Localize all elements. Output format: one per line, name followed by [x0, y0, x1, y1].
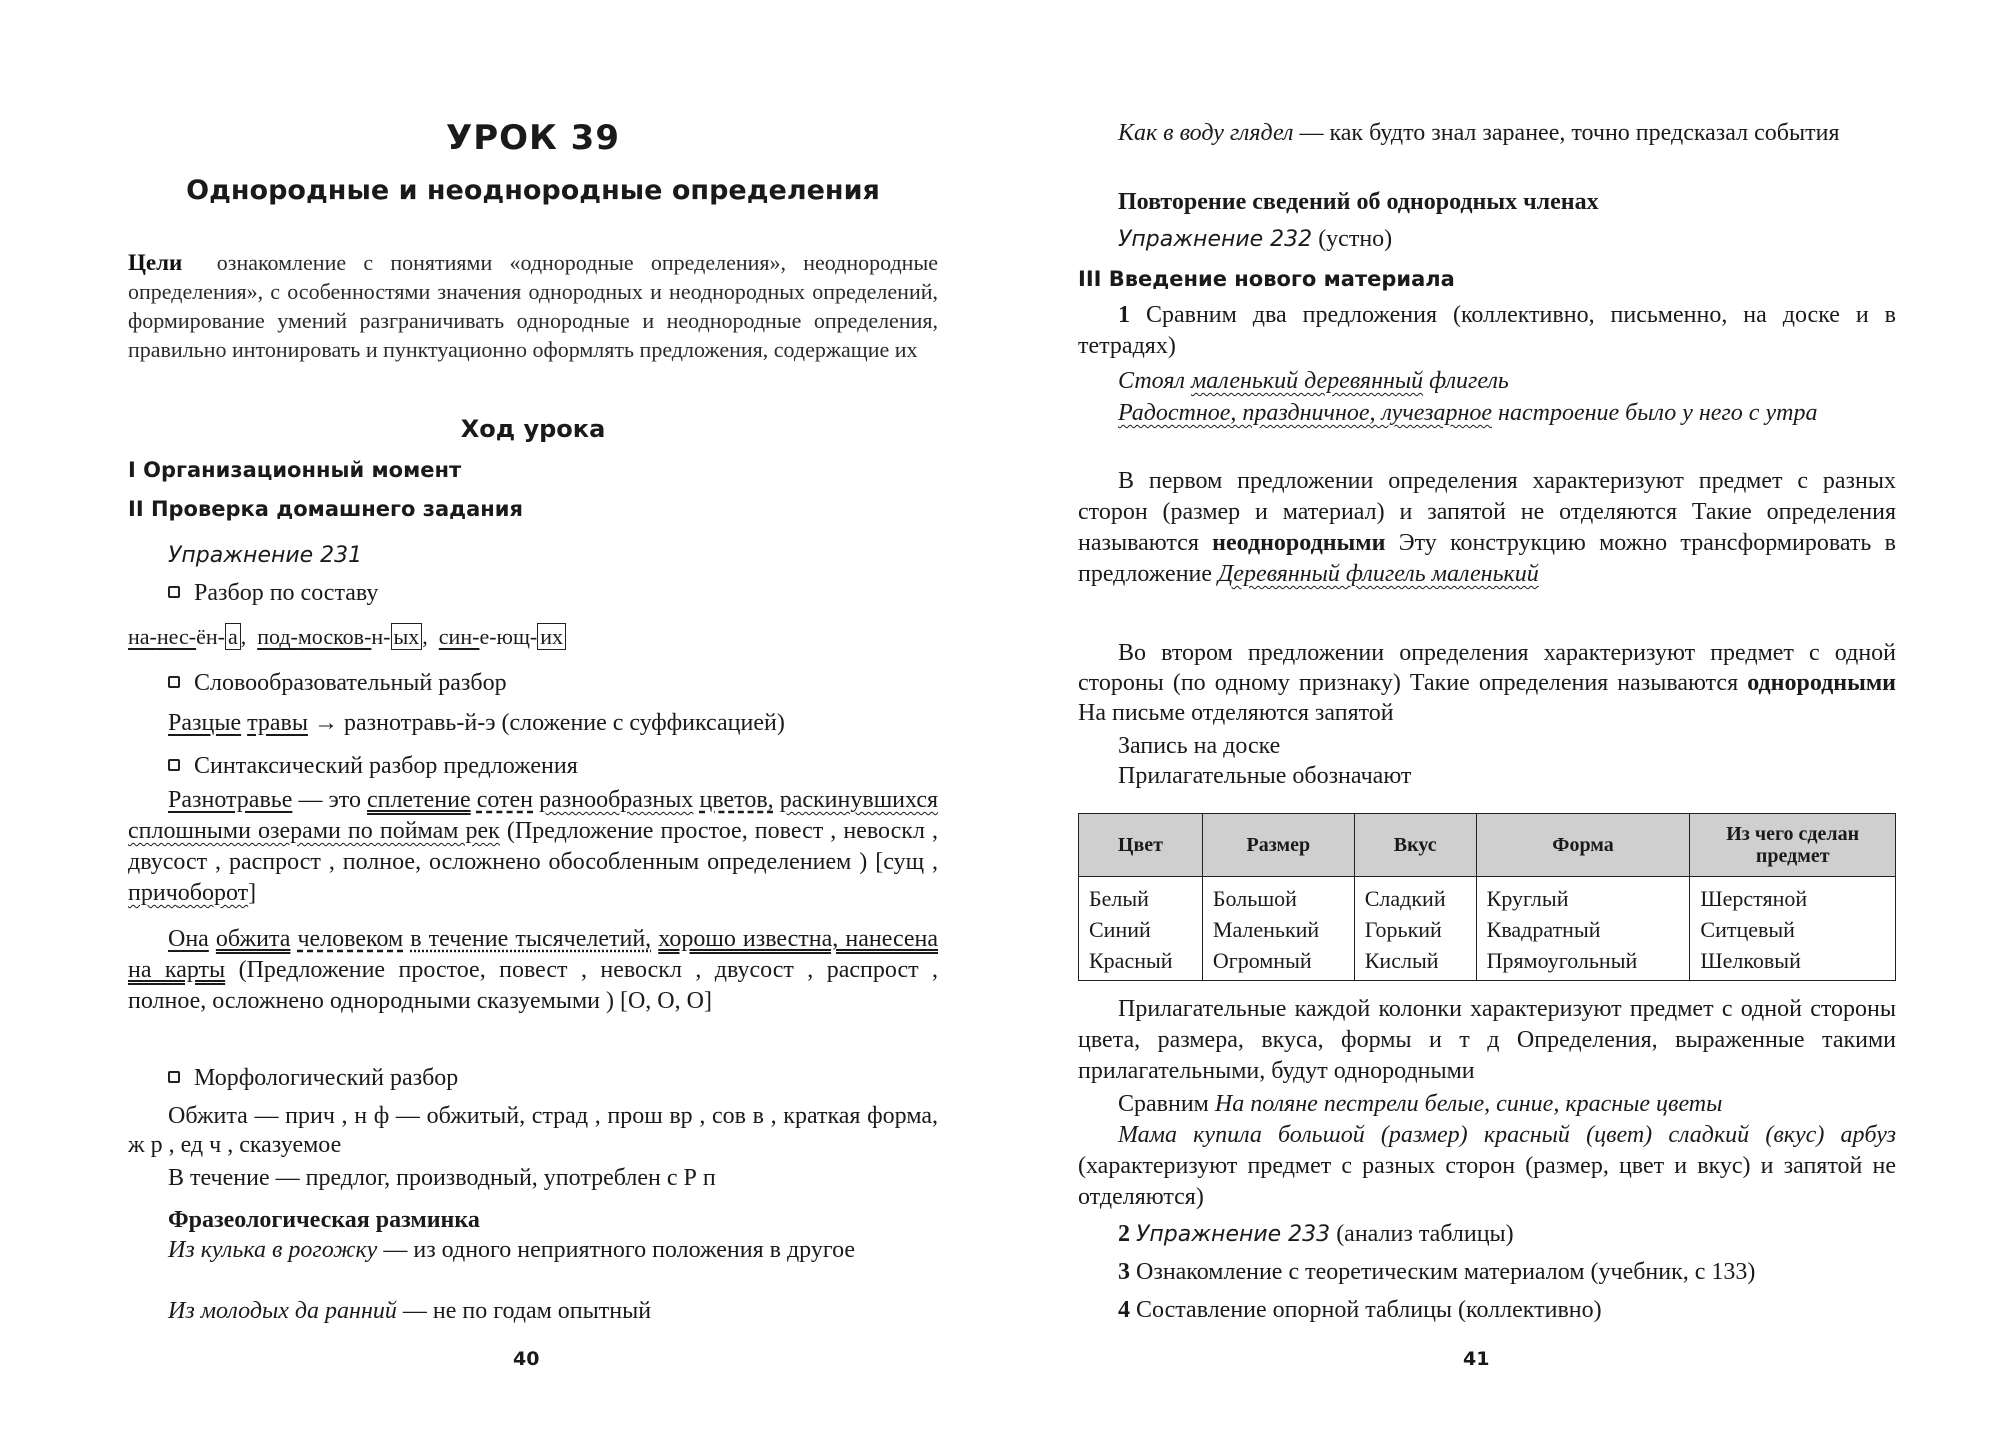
table-row	[1079, 877, 1896, 981]
dash-word: — это	[298, 787, 361, 813]
wf-word-b: травы	[247, 710, 308, 736]
phraseologism-2	[128, 1296, 938, 1327]
section-homework-check: II Проверка домашнего задания	[128, 497, 523, 521]
phraseology-heading: Фразеологическая разминка	[168, 1207, 480, 1233]
participle-mark: прич	[128, 880, 178, 906]
adjectives-table	[1078, 813, 1896, 981]
exercise-232	[1118, 224, 1392, 255]
compare-example-2	[1078, 1120, 1896, 1213]
table-header: Форма	[1476, 814, 1690, 877]
bullet-composition	[168, 578, 378, 608]
morph-prefix: на-	[128, 624, 157, 649]
item-number: 2	[1118, 1221, 1130, 1247]
morph-root: нес-	[156, 624, 197, 649]
phrase-meaning: — как будто знал заранее, точно предсказал события	[1299, 120, 1840, 146]
bullet-word-formation	[168, 668, 507, 698]
exercise-label: Упражнение 233	[1136, 1222, 1331, 1247]
participial-phrase: раскинувшихся сплошными озерами по поймам рек	[128, 787, 939, 844]
phrase-meaning: — из одного неприятного положения в другое	[383, 1237, 856, 1263]
table-cell: Шерстяной Ситцевый Шелковый	[1690, 877, 1896, 981]
exercise-label: Упражнение 232	[1118, 227, 1313, 252]
phrase-meaning: — не по годам опытный	[402, 1298, 652, 1324]
predicate: сплетение	[367, 787, 471, 813]
transformed-sentence: Деревянный флигель маленький	[1218, 561, 1539, 587]
morph-suffix: н-	[371, 624, 391, 649]
syntax-note: (Предложение простое, повест , невоскл , двусост , распрост , полное, осложнено обособленным определением ) [сущ ,	[128, 818, 939, 875]
subject: Она	[168, 926, 209, 952]
phrase: Как в воду глядел	[1118, 120, 1294, 146]
goals-text: ознакомление с понятиями «однородные определения», неоднородные определения», с особенностями значения однородных и неоднородных определений, формирование умений разграничивать однородные и неоднородные определения, правильно интонировать и пунктуационно оформлять предложения, содержащие их	[128, 250, 939, 362]
example: Мама купила большой (размер) красный (цвет) сладкий (вкус) арбуз	[1118, 1122, 1896, 1148]
morph-analysis-2: В течение — предлог, производный, употреблен с Р п	[168, 1165, 716, 1191]
bracket: ]	[248, 880, 257, 906]
item-text: (анализ таблицы)	[1336, 1221, 1514, 1247]
item-number: 3	[1118, 1259, 1130, 1285]
table-cell: Круглый Квадратный Прямоугольный	[1476, 877, 1690, 981]
left-page	[128, 0, 938, 1430]
word: Стоял	[1118, 368, 1185, 394]
term: однородными	[1747, 670, 1897, 696]
table-header: Вкус	[1354, 814, 1476, 877]
adjectives-denote: Прилагательные обозначают	[1118, 763, 1412, 789]
lesson-title: УРОК 39	[446, 118, 620, 158]
table-cell: Сладкий Горький Кислый	[1354, 877, 1476, 981]
goals-label: Цели	[128, 250, 183, 275]
phraseologism-1	[128, 1236, 938, 1264]
text: Эту конструкцию можно трансформировать в предложение	[1078, 530, 1896, 587]
example-sentence-2	[1078, 398, 1896, 429]
paragraph-columns: Прилагательные каждой колонки характеризуют предмет с одной стороны цвета, размера, вкуса, формы и т д Определения, выраженные такими прилагательными, будут однородными	[1078, 996, 1896, 1084]
bullet-syntax	[168, 751, 578, 781]
item-4	[1118, 1295, 1602, 1325]
morpheme-analysis	[128, 622, 566, 652]
item-1	[1078, 300, 1896, 362]
checkbox-icon	[168, 1071, 180, 1083]
wf-word-a: Разцые	[168, 710, 242, 736]
word: флигель	[1429, 368, 1509, 394]
exercise-note: (устно)	[1318, 226, 1393, 252]
compare-line	[1118, 1089, 1722, 1119]
paragraph-heterogeneous	[1078, 466, 1896, 590]
paragraph-homogeneous	[1078, 638, 1896, 728]
course-heading: Ход урока	[460, 415, 606, 443]
wf-note: (сложение с суффиксацией)	[501, 710, 785, 736]
item-text: Сравним два предложения (коллективно, письменно, на доске и в тетрадях)	[1078, 302, 1897, 359]
item-number: 1	[1118, 302, 1130, 328]
attributes: Радостное, праздничное, лучезарное	[1118, 400, 1493, 426]
morph-analysis-1: Обжита — прич , н ф — обжитый, страд , прош вр , сов в , краткая форма, ж р , ед ч , сказуемое	[128, 1103, 938, 1158]
morph-prefix: под-	[257, 624, 298, 649]
item-3	[1118, 1257, 1755, 1287]
exercise-231: Упражнение 231	[168, 543, 363, 568]
lesson-goals	[128, 248, 938, 364]
phrase: Из кулька в рогожку	[168, 1237, 378, 1263]
morph-root: син-	[438, 624, 480, 649]
term: неоднородными	[1212, 530, 1386, 556]
morph-root: москов-	[297, 624, 372, 649]
item-2	[1118, 1219, 1514, 1250]
bullet-label: Синтаксический разбор предложения	[194, 753, 578, 779]
syntax-sentence-1	[128, 785, 938, 909]
phrase-mark: оборот	[177, 880, 249, 906]
homogeneous-predicates: хорошо известна, нанесена на карты	[128, 926, 939, 983]
text: В первом предложении определения характеризуют предмет с разных сторон (размер и материал) и запятой не отделяются Такие определения называются	[1078, 468, 1896, 556]
explanation: (характеризуют предмет с разных сторон (размер, цвет и вкус) и запятой не отделяются)	[1078, 1153, 1896, 1210]
separator: ,	[422, 624, 428, 649]
board-note: Запись на доске	[1118, 733, 1281, 759]
example-sentence-1	[1118, 366, 1509, 396]
section-new-material: III Введение нового материала	[1078, 267, 1455, 291]
complement: сотен	[476, 787, 534, 813]
item-text: Составление опорной таблицы (коллективно)	[1136, 1297, 1602, 1323]
wf-result: разнотравь-й-э	[344, 710, 496, 736]
morph-suffix: ён-	[196, 624, 225, 649]
text: На письме отделяются запятой	[1078, 700, 1394, 726]
attribute: разнообразных	[539, 787, 694, 813]
bullet-label: Разбор по составу	[194, 580, 379, 606]
adverbial: в течение тысячелетий,	[410, 926, 652, 952]
phrase: Из молодых да ранний	[168, 1298, 397, 1324]
subject: Разнотравье	[168, 787, 293, 813]
bullet-morphology	[168, 1063, 458, 1093]
morph-ending: их	[537, 623, 566, 650]
predicate: обжита	[215, 926, 291, 952]
bullet-label: Морфологический разбор	[194, 1065, 459, 1091]
checkbox-icon	[168, 676, 180, 688]
repetition-heading: Повторение сведений об однородных членах	[1118, 189, 1599, 215]
syntax-note: (Предложение простое, повест , невоскл , двусост , распрост , полное, осложнено однородными сказуемыми ) [О, О, О]	[128, 957, 938, 1014]
compare-label: Сравним	[1118, 1091, 1209, 1117]
table-header: Из чего сделан предмет	[1690, 814, 1896, 877]
sentence-rest: настроение было у него с утра	[1498, 400, 1818, 426]
morph-ending: а	[225, 623, 241, 650]
text: Во втором предложении определения характеризуют предмет с одной стороны (по одному признаку) Такие определения называются	[1078, 640, 1896, 696]
table-cell: Большой Маленький Огромный	[1202, 877, 1354, 981]
lesson-topic: Однородные и неоднородные определения	[186, 175, 880, 206]
complement: цветов,	[699, 787, 774, 813]
table-header: Размер	[1202, 814, 1354, 877]
compare-example: На поляне пестрели белые, синие, красные цветы	[1214, 1091, 1723, 1117]
bullet-label: Словообразовательный разбор	[194, 670, 507, 696]
table-header: Цвет	[1079, 814, 1203, 877]
table-cell: Белый Синий Красный	[1079, 877, 1203, 981]
separator: ,	[240, 624, 247, 649]
checkbox-icon	[168, 586, 180, 598]
section-organizational: I Организационный момент	[128, 458, 462, 482]
arrow-icon: →	[314, 710, 338, 736]
item-text: Ознакомление с теоретическим материалом (учебник, с 133)	[1136, 1259, 1756, 1285]
attributes: маленький деревянный	[1190, 368, 1424, 394]
phraseologism-3	[1078, 118, 1896, 149]
morph-suffix: е-	[479, 624, 497, 649]
complement: человеком	[297, 926, 404, 952]
right-page	[1078, 0, 1898, 1430]
page-number-left: 40	[513, 1348, 540, 1370]
word-formation-line	[168, 708, 785, 738]
syntax-sentence-2	[128, 924, 938, 1017]
morph-ending: ых	[391, 623, 423, 650]
page-number-right: 41	[1463, 1348, 1490, 1370]
item-number: 4	[1118, 1297, 1130, 1323]
morph-suffix: ющ-	[496, 624, 538, 649]
checkbox-icon	[168, 759, 180, 771]
